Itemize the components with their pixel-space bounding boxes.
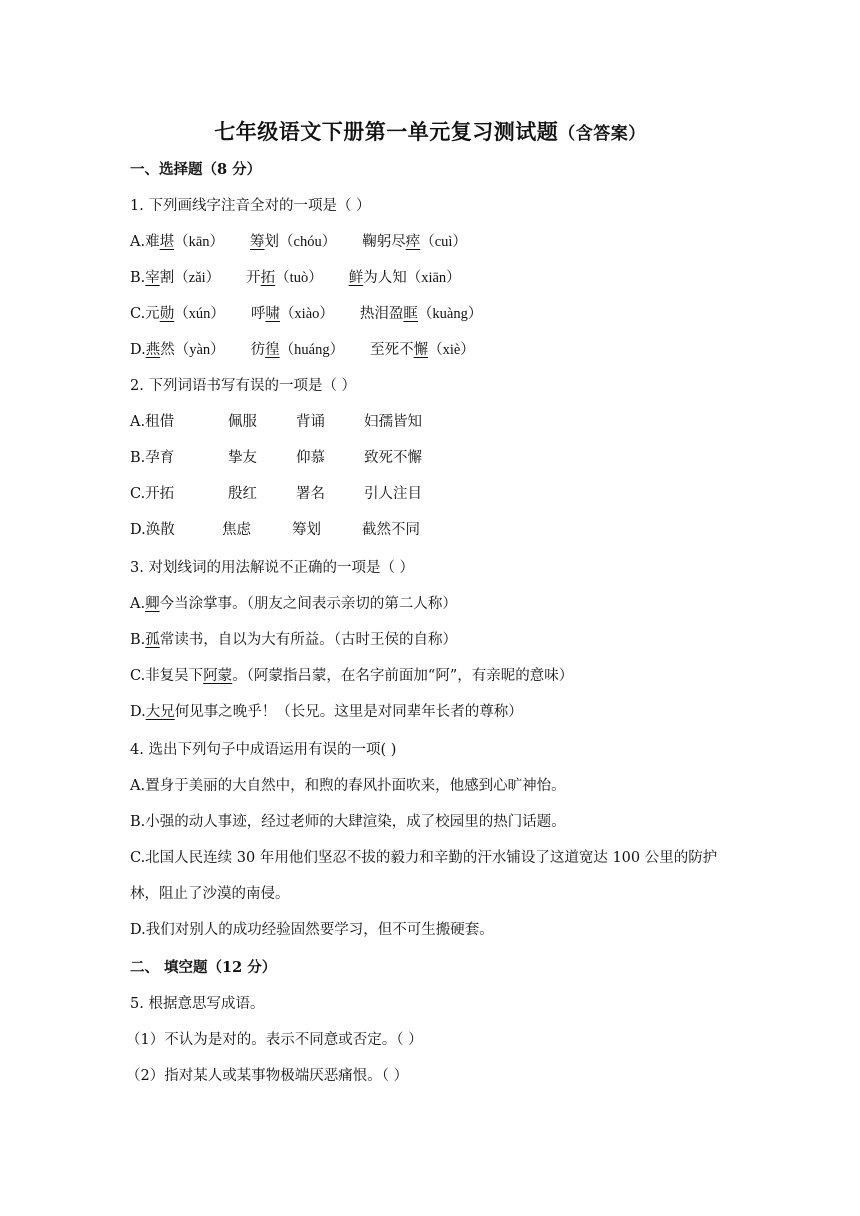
section-heading-choice: 一、选择题（8 分） (130, 161, 262, 178)
title-main: 七年级语文下册第一单元复习测试题 (214, 119, 559, 144)
question-1-option-a (130, 232, 467, 252)
word: 截然不同 (362, 522, 420, 538)
page-title (0, 116, 860, 146)
word: 挚友 (228, 450, 257, 466)
option-segment: A.难堪（kān） (130, 234, 225, 250)
title-suffix: （含答案） (558, 124, 646, 144)
question-4-option-b: B.小强的动人事迹，经过老师的大肆渲染，成了校园里的热门话题。 (130, 814, 566, 830)
word: 致死不懈 (364, 450, 422, 466)
word: B.孕育 (130, 450, 175, 466)
word: 佩服 (228, 414, 257, 430)
question-3-option-c: C.非复吴下阿蒙。（阿蒙指吕蒙，在名字前面加“阿”，有亲昵的意味） (130, 668, 574, 684)
question-4-option-d: D.我们对别人的成功经验固然要学习，但不可生搬硬套。 (130, 922, 494, 938)
question-3-stem: 3. 对划线词的用法解说不正确的一项是（ ） (130, 560, 415, 576)
question-3-option-a: A.卿今当涂掌事。（朋友之间表示亲切的第二人称） (130, 596, 457, 612)
question-3-option-d: D.大兄何见事之晚乎！（长兄。这里是对同辈年长者的尊称） (130, 704, 523, 720)
word: 署名 (296, 486, 325, 502)
question-2-option-d (130, 520, 420, 540)
option-segment: 开拓（tuò） (246, 270, 323, 286)
word: 妇孺皆知 (364, 414, 422, 430)
option-segment: C.元勋（xún） (130, 306, 225, 322)
word: C.开拓 (130, 486, 175, 502)
word: 筹划 (292, 522, 321, 538)
option-segment: 筹划（chóu） (250, 234, 337, 250)
question-4-stem: 4. 选出下列句子中成语运用有误的一项( ) (130, 742, 397, 758)
question-1-option-d (130, 340, 475, 360)
question-5-item-1: （1）不认为是对的。表示不同意或否定。（ ） (126, 1032, 423, 1048)
word: D.涣散 (130, 522, 175, 538)
option-segment: D.燕然（yàn） (130, 342, 225, 358)
question-2-stem: 2. 下列词语书写有误的一项是（ ） (130, 378, 357, 394)
option-segment: B.宰割（zǎi） (130, 270, 221, 286)
question-2-option-b (130, 448, 422, 468)
word: A.租借 (130, 414, 175, 430)
question-4-option-c-line2: 林，阻止了沙漠的南侵。 (130, 886, 290, 902)
word: 仰慕 (296, 450, 325, 466)
option-segment: 鞠躬尽瘁（cuì） (362, 234, 467, 250)
word: 引人注目 (364, 486, 422, 502)
question-1-option-b (130, 268, 461, 288)
question-2-option-c (130, 484, 422, 504)
question-1-stem: 1. 下列画线字注音全对的一项是（ ） (130, 198, 371, 214)
word: 背诵 (296, 414, 325, 430)
option-segment: 彷徨（huáng） (250, 342, 345, 358)
word: 殷红 (228, 486, 257, 502)
question-4-option-a: A.置身于美丽的大自然中，和煦的春风扑面吹来，他感到心旷神怡。 (130, 778, 566, 794)
question-2-option-a (130, 412, 422, 432)
section-heading-fill: 二、 填空题（12 分） (130, 959, 277, 976)
question-4-option-c-line1: C.北国人民连续 30 年用他们坚忍不拔的毅力和辛勤的汗水铺设了这道宽达 100 公里的防护 (130, 850, 718, 866)
question-1-option-c (130, 304, 482, 324)
question-5-stem: 5. 根据意思写成语。 (130, 996, 265, 1012)
option-segment: 鲜为人知（xiān） (348, 270, 461, 286)
option-segment: 呼啸（xiào） (250, 306, 334, 322)
option-segment: 至死不懈（xiè） (370, 342, 475, 358)
option-segment: 热泪盈眶（kuàng） (359, 306, 483, 322)
question-5-item-2: （2）指对某人或某事物极端厌恶痛恨。（ ） (126, 1068, 409, 1084)
word: 焦虑 (222, 522, 251, 538)
question-3-option-b: B.孤常读书，自以为大有所益。（古时王侯的自称） (130, 632, 458, 648)
